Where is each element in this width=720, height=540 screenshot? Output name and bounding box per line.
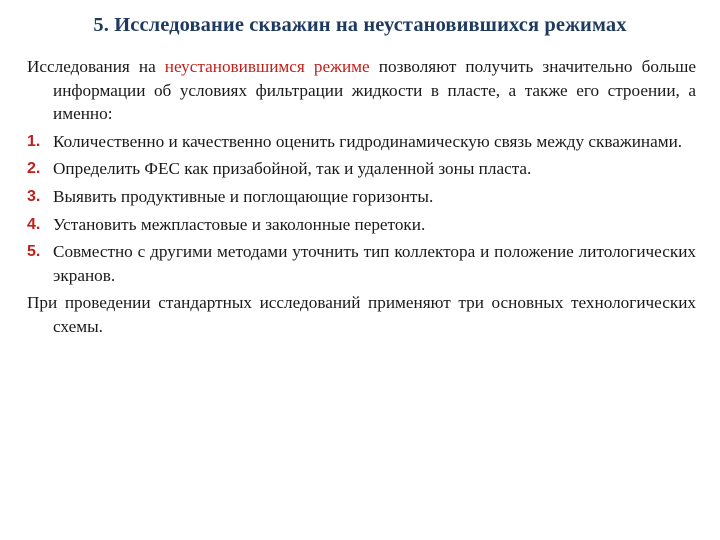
slide-title: 5. Исследование скважин на неустановившихся режимах [93, 14, 627, 36]
list-item [27, 213, 696, 237]
list-item-number: 1. [27, 132, 41, 150]
list-item-text: Количественно и качественно оценить гидродинамическую связь между скважинами. [53, 131, 683, 151]
list-item-number: 5. [27, 243, 41, 261]
list-item-number: 4. [27, 215, 41, 233]
conclusion-paragraph: При проведении стандартных исследований применяют три основных технологических схемы. [27, 293, 696, 336]
list-item [27, 157, 696, 181]
list-item [27, 240, 696, 287]
list-item [27, 185, 696, 209]
list-item-number: 3. [27, 187, 41, 205]
list-item [27, 130, 696, 154]
intro-text-after: позволяют получить значительно больше информации об условиях фильтрации жидкости в пласте, а также его строении, а именно: [53, 57, 696, 124]
list-item-number: 2. [27, 160, 41, 178]
intro-paragraph [27, 55, 696, 126]
list-item-text: Установить межпластовые и заколонные перетоки. [53, 214, 426, 234]
list-item-text: Выявить продуктивные и поглощающие горизонты. [53, 186, 434, 206]
intro-highlight: неустановившимся режиме [164, 57, 370, 76]
slide-content [27, 55, 696, 339]
list-item-text: Определить ФЕС как призабойной, так и удаленной зоны пласта. [53, 159, 532, 179]
list-item-text: Совместно с другими методами уточнить тип коллектора и положение литологических экранов. [53, 242, 696, 285]
numbered-list [27, 130, 696, 288]
intro-text-before: Исследования на [27, 57, 165, 76]
